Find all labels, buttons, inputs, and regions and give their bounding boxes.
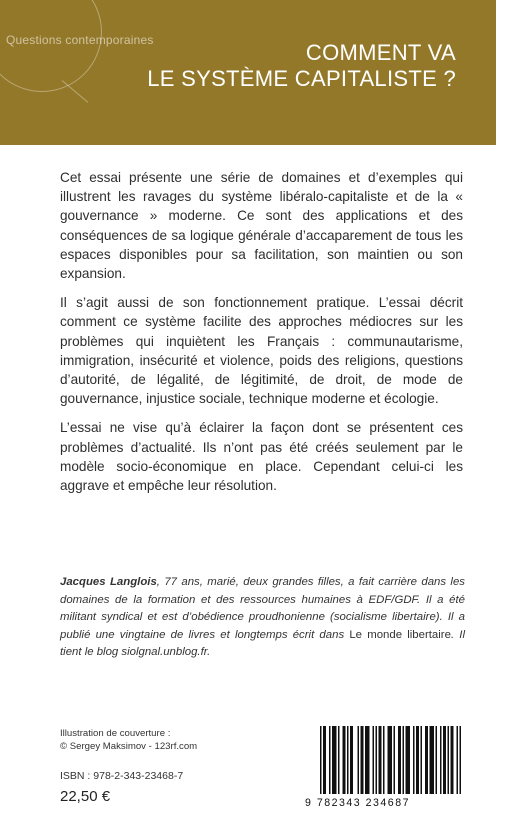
cover-header — [0, 0, 496, 145]
barcode-bar — [452, 726, 454, 794]
barcode-bar — [373, 726, 375, 794]
barcode-bar — [380, 726, 382, 794]
blurb-paragraph-1: Cet essai présente une série de domaines et d’exemples qui illustrent les ravages du système libéralo-capitaliste et de la « gouvernance » moderne. Ce sont des applications et des conséquences de sa logique générale d’accaparement de tous les espaces disponibles pour sa facilitation, son maintien ou son expansion. — [60, 170, 463, 282]
illustration-credit-source: © Sergey Maksimov - 123rf.com — [60, 741, 198, 752]
book-title-line1: COMMENT VA — [305, 40, 456, 65]
blurb-paragraph-3: L’essai ne vise qu’à éclairer la façon dont se présentent ces problèmes d’actualité. Ils n’ont pas été créés seulement par le modèle socio-économique en place. Cependant celui-ci les aggrave et empêche leur résolution. — [60, 420, 463, 494]
collection-name: Questions contemporaines — [6, 33, 154, 47]
barcode-bar — [338, 726, 340, 794]
illustration-credit-label: Illustration de couverture : — [60, 728, 171, 739]
barcode-bar — [407, 726, 409, 794]
price: 22,50 € — [60, 788, 111, 805]
barcode-bar — [400, 726, 402, 794]
barcode-bar — [361, 726, 363, 794]
barcode-bar — [430, 726, 432, 794]
barcode-bar — [406, 726, 408, 794]
barcode-bar — [376, 726, 378, 794]
barcode-bar — [343, 726, 345, 794]
isbn: ISBN : 978-2-343-23468-7 — [60, 770, 184, 782]
barcode-bar — [418, 726, 420, 794]
barcode-bar — [391, 726, 393, 794]
barcode-bar — [440, 726, 442, 794]
barcode-bar — [368, 726, 370, 794]
barcode-bar — [389, 726, 391, 794]
barcode-bar — [403, 726, 405, 794]
barcode-bar — [362, 726, 364, 794]
blurb-paragraph-2: Il s’agit aussi de son fonctionnement pratique. L’essai décrit comment ce système facilite des approches médiocres sur les problèmes qui inquiètent les Français : communautarisme, immigration, insécurité et violence, poids des religions, questions d’autorité, de légalité, de légitimité, de droit, de mode de gouvernance, injustice sociale, technique moderne et écologie. — [60, 295, 463, 407]
barcode-bar — [433, 726, 435, 794]
barcode-number: 9 782343 234687 — [305, 797, 410, 809]
barcode-bar — [443, 726, 445, 794]
barcode-bar — [457, 726, 459, 794]
barcode-bar — [413, 726, 415, 794]
barcode-bar — [379, 726, 381, 794]
barcode-bar — [325, 726, 327, 794]
collection-q-logo-tail — [62, 80, 89, 103]
book-title-line2: LE SYSTÈME CAPITALISTE ? — [147, 66, 456, 91]
barcode-bar — [425, 726, 427, 794]
barcode-bar — [388, 726, 390, 794]
barcode-bar — [394, 726, 396, 794]
barcode — [318, 726, 462, 796]
barcode-bar — [365, 726, 367, 794]
author-bio — [60, 574, 465, 662]
barcode-bar — [352, 726, 354, 794]
barcode-bar — [427, 726, 429, 794]
author-name: Jacques Langlois — [60, 576, 157, 588]
barcode-bar — [436, 726, 438, 794]
barcode-bar — [344, 726, 346, 794]
barcode-bar — [431, 726, 433, 794]
barcode-bar — [451, 726, 453, 794]
barcode-bar — [332, 726, 334, 794]
author-bio-text-1: , 77 ans, marié, deux grandes filles, a fait carrière dans les domaines de la formation et des ressources humaines à EDF/GDF. Il a été militant syndical et est d’obédience proudhonienne (socialisme libertaire). Il a publié une vingtaine de livres et longtemps écrit dans — [60, 576, 465, 641]
barcode-bar — [320, 726, 322, 794]
book-title — [147, 40, 456, 92]
barcode-bar — [347, 726, 349, 794]
barcode-bar — [398, 726, 400, 794]
barcode-bar — [421, 726, 423, 794]
barcode-bar — [335, 726, 337, 794]
barcode-bar — [358, 726, 360, 794]
barcode-bar — [460, 726, 462, 794]
barcode-bar — [409, 726, 411, 794]
barcode-bar — [383, 726, 385, 794]
author-bio-text-2: . Il tient le blog siolgnal.unblog.fr. — [60, 628, 465, 658]
barcode-bar — [416, 726, 418, 794]
illustration-credit — [60, 727, 197, 753]
barcode-bar — [448, 726, 450, 794]
barcode-bar — [323, 726, 325, 794]
publication-name: Le monde libertaire — [349, 628, 451, 641]
barcode-bar — [367, 726, 369, 794]
barcode-bar — [334, 726, 336, 794]
barcode-bar — [445, 726, 447, 794]
barcode-bar — [329, 726, 331, 794]
back-cover-blurb — [60, 168, 463, 505]
barcode-bars — [318, 726, 462, 796]
barcode-bar — [350, 726, 352, 794]
